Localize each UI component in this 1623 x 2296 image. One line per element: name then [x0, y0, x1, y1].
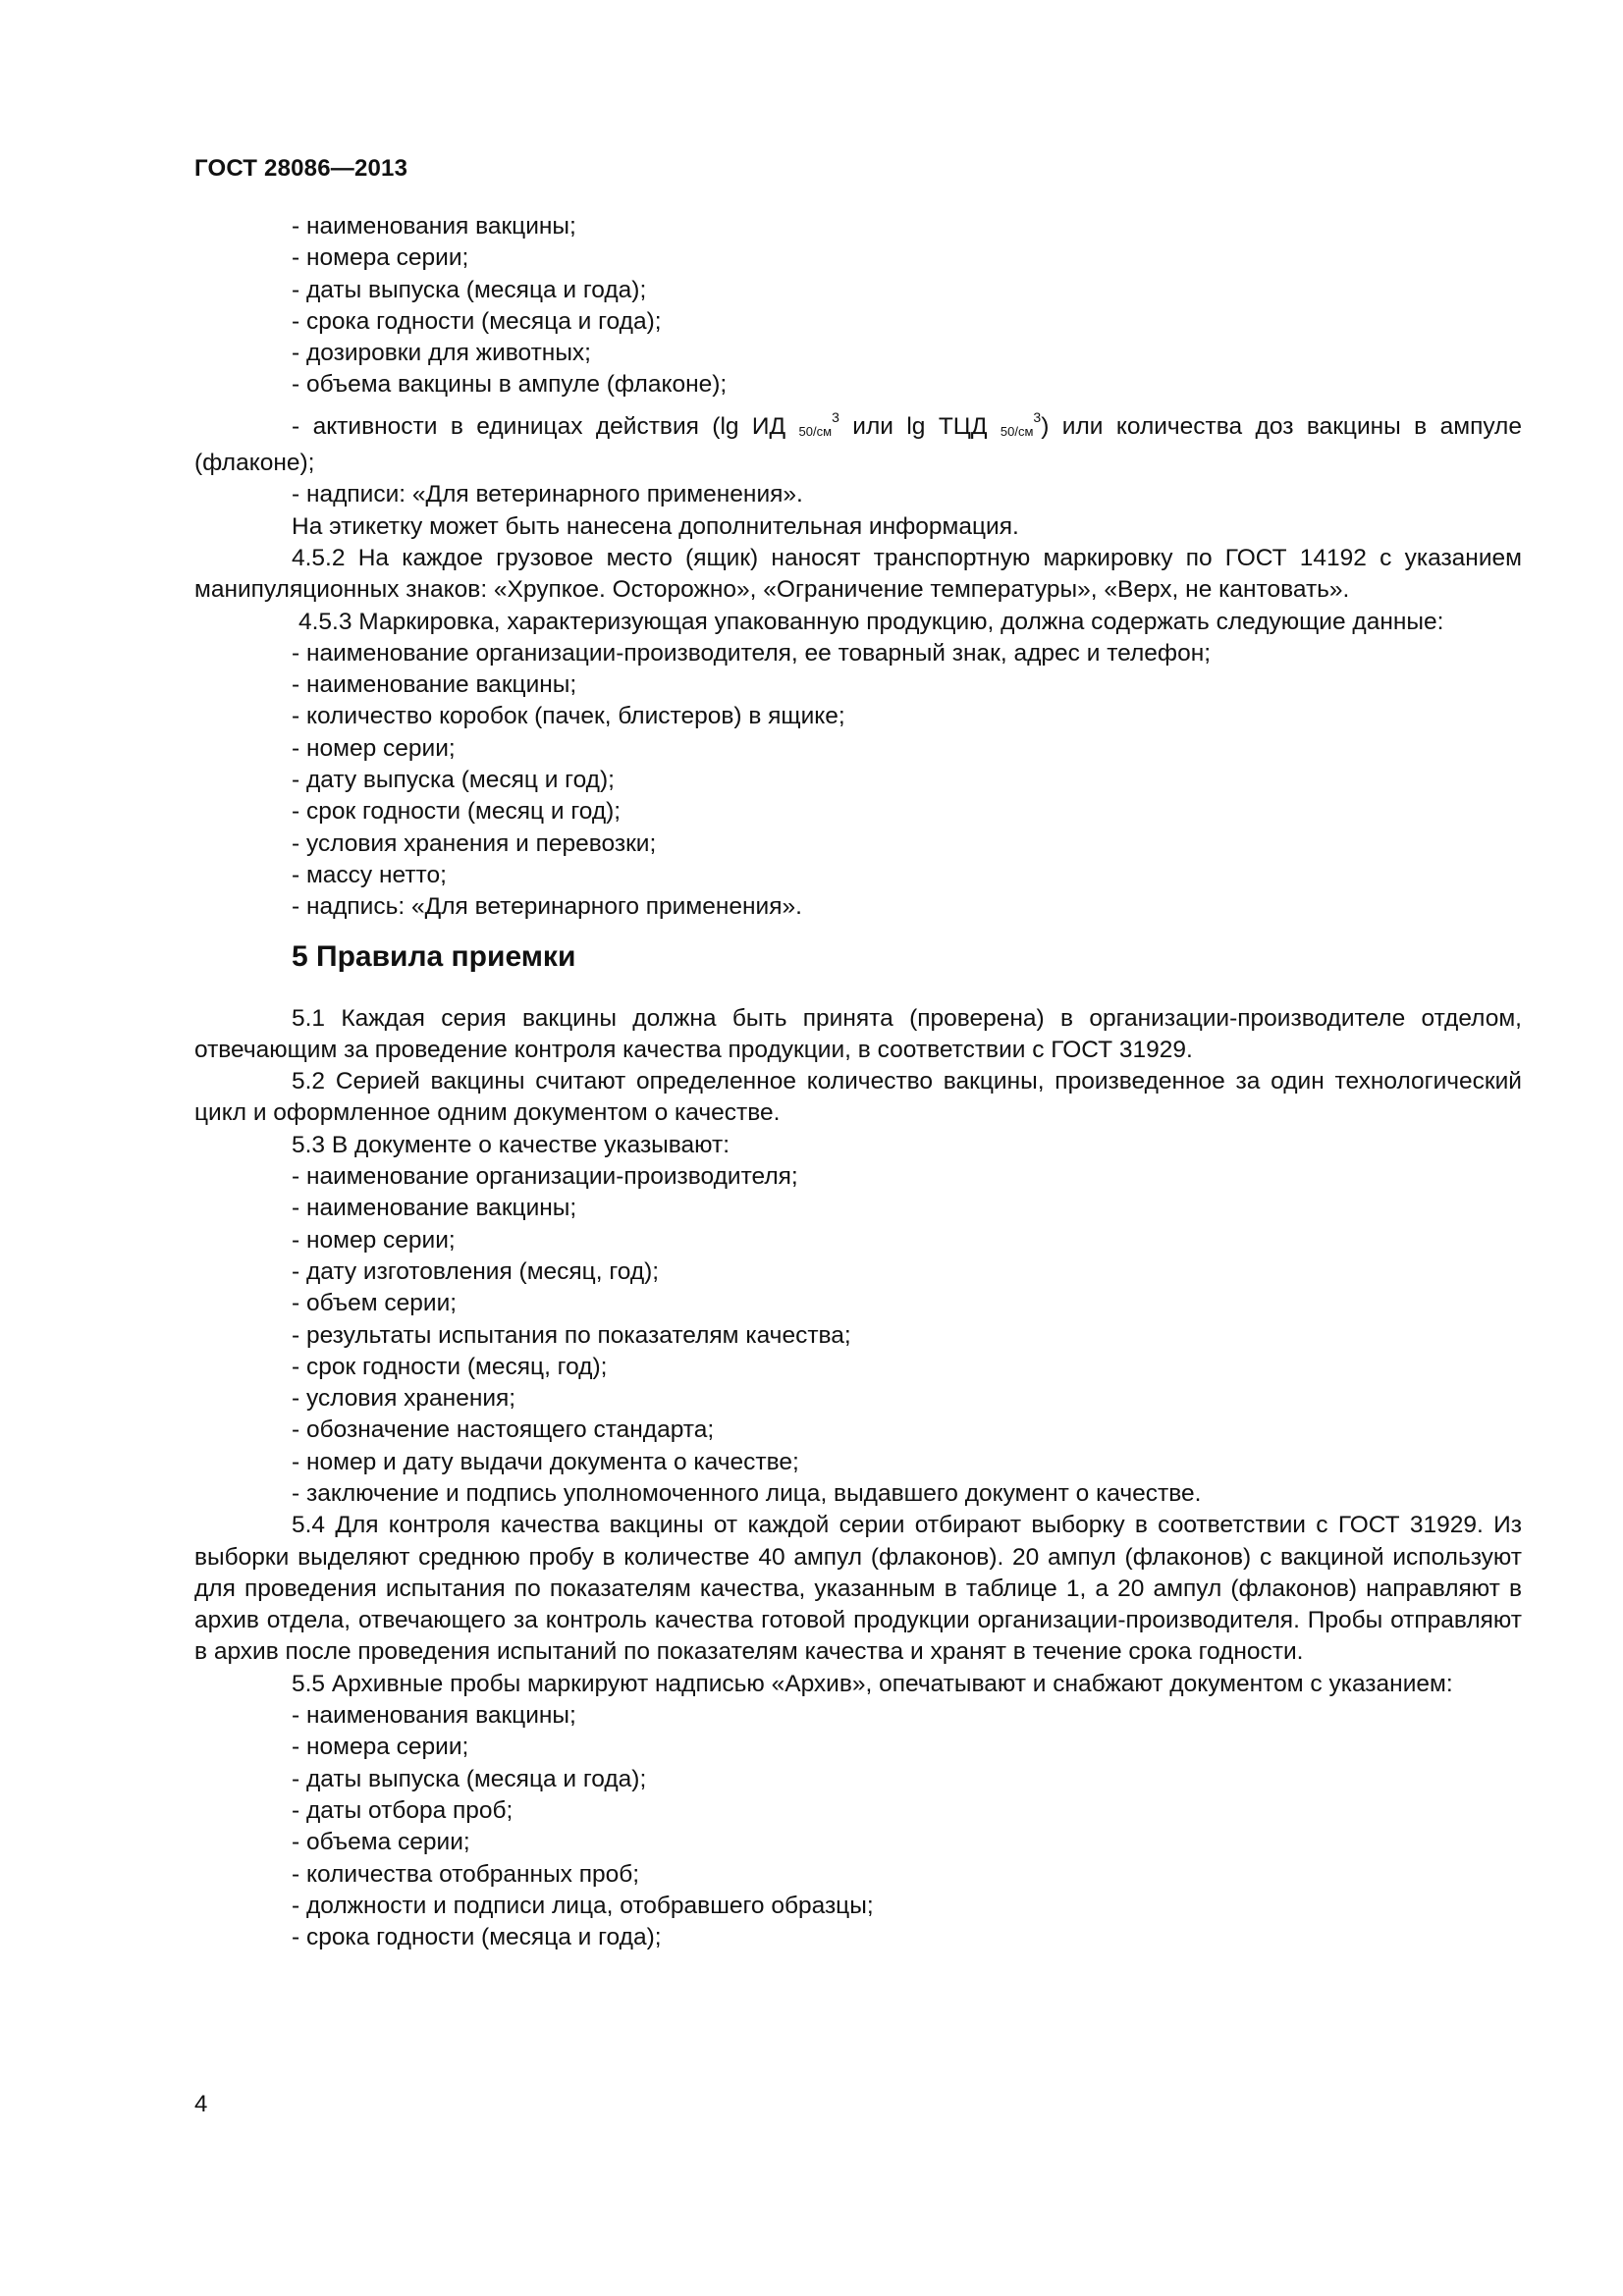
list-item: - наименования вакцины;: [292, 1702, 576, 1730]
list-item: - наименование организации-производителя;: [292, 1163, 798, 1191]
activity-superscript-1: 3: [832, 408, 839, 425]
list-item: - надписи: «Для ветеринарного применения».: [292, 481, 803, 508]
list-item: - номер серии;: [292, 734, 456, 762]
list-item: - результаты испытания по показателям качества;: [292, 1321, 851, 1349]
list-item: - количество коробок (пачек, блистеров) в ящике;: [292, 703, 845, 730]
list-item: - срок годности (месяц и год);: [292, 798, 622, 826]
list-item: - обозначение настоящего стандарта;: [292, 1416, 715, 1444]
page-number: 4: [194, 2091, 208, 2117]
paragraph-5-1: 5.1 Каждая серия вакцины должна быть принята (проверена) в организации-производителе отделом, отвечающим за проведение контроля качества продукции, в соответствии с ГОСТ 31929.: [194, 1004, 1522, 1063]
activity-text-2: или lg ТЦД: [839, 412, 1001, 440]
list-item: - номер серии;: [292, 1226, 456, 1254]
list-item: - дату выпуска (месяц и год);: [292, 767, 615, 794]
paragraph-5-5: 5.5 Архивные пробы маркируют надписью «Архив», опечатывают и снабжают документом с указанием:: [292, 1670, 1453, 1697]
list-item: - даты отбора проб;: [292, 1796, 514, 1824]
standard-header: ГОСТ 28086—2013: [194, 155, 408, 182]
list-item: - объем серии;: [292, 1290, 458, 1317]
page-content: [194, 211, 1522, 1953]
paragraph-5-2: 5.2 Серией вакцины считают определенное количество вакцины, произведенное за один технологический цикл и оформленное одним документом о качестве.: [194, 1068, 1522, 1127]
list-item: - номер и дату выдачи документа о качестве;: [292, 1448, 799, 1475]
list-item: - наименование организации-производителя, ее товарный знак, адрес и телефон;: [292, 639, 1212, 667]
list-item: - заключение и подпись уполномоченного лица, выдавшего документ о качестве.: [292, 1479, 1202, 1507]
list-item: - надпись: «Для ветеринарного применения».: [292, 893, 802, 921]
paragraph-5-4: 5.4 Для контроля качества вакцины от каждой серии отбирают выборку в соответствии с ГОСТ 31929. Из выборки выделяют среднюю пробу в количестве 40 ампул (флаконов). 20 ампул (флаконов) с вакциной используют для проведения испытания по показателям качества, указанным в таблице 1, а 20 ампул (флаконов) направляют в архив отдела, отвечающего за контроль качества готовой продукции организации-производителя. Пробы отправляют в архив после проведения испытаний по показателям качества и хранят в течение срока годности.: [194, 1512, 1522, 1666]
list-item: - должности и подписи лица, отобравшего образцы;: [292, 1892, 874, 1919]
list-item: - наименования вакцины;: [292, 213, 576, 240]
list-item: - количества отобранных проб;: [292, 1860, 640, 1888]
list-item: - объема серии;: [292, 1829, 470, 1856]
paragraph: На этикетку может быть нанесена дополнительная информация.: [292, 512, 1019, 540]
list-item: - срока годности (месяца и года);: [292, 307, 662, 335]
activity-subscript-1: 50/см: [798, 423, 833, 439]
list-item: - срок годности (месяц, год);: [292, 1353, 608, 1380]
activity-subscript-2: 50/см: [1000, 423, 1034, 439]
paragraph-4-5-2: 4.5.2 На каждое грузовое место (ящик) наносят транспортную маркировку по ГОСТ 14192 с указанием манипуляционных знаков: «Хрупкое. Осторожно», «Ограничение температуры», «Верх, не кантовать».: [194, 544, 1522, 604]
list-item: - наименование вакцины;: [292, 1195, 577, 1222]
activity-text-1: - активности в единицах действия (lg ИД: [292, 412, 799, 440]
activity-superscript-2: 3: [1033, 408, 1042, 425]
list-item: - условия хранения;: [292, 1385, 516, 1413]
list-item: - условия хранения и перевозки;: [292, 829, 657, 857]
paragraph-4-5-3: 4.5.3 Маркировка, характеризующая упакованную продукцию, должна содержать следующие данные:: [298, 608, 1444, 635]
activity-item: [194, 401, 1522, 480]
activity-text-3: ) или количества доз вакцины в ампуле (флаконе);: [194, 412, 1522, 477]
list-item: - дозировки для животных;: [292, 340, 591, 367]
list-item: - номера серии;: [292, 244, 469, 272]
list-item: - объема вакцины в ампуле (флаконе);: [292, 371, 728, 399]
list-item: - массу нетто;: [292, 861, 447, 888]
paragraph-5-3: 5.3 В документе о качестве указывают:: [292, 1131, 730, 1158]
list-item: - дату изготовления (месяц, год);: [292, 1257, 660, 1285]
section-heading: 5 Правила приемки: [292, 939, 576, 973]
list-item: - даты выпуска (месяца и года);: [292, 1765, 647, 1792]
list-item: - номера серии;: [292, 1734, 469, 1761]
list-item: - срока годности (месяца и года);: [292, 1924, 662, 1951]
list-item: - даты выпуска (месяца и года);: [292, 276, 647, 303]
list-item: - наименование вакцины;: [292, 671, 577, 699]
